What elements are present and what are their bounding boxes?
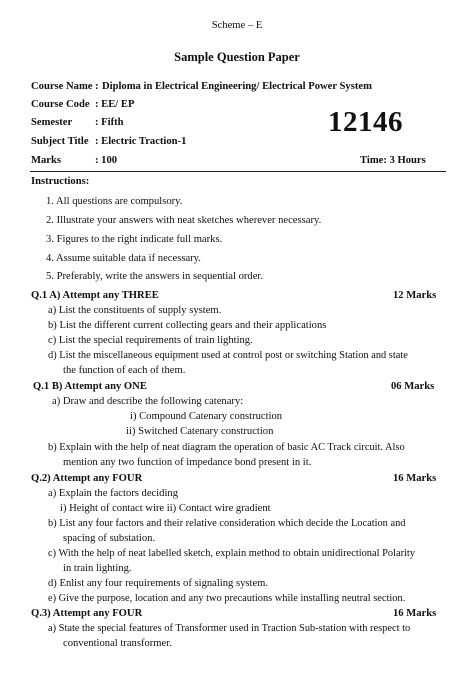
marks-label: Marks xyxy=(31,155,62,166)
course-name-label: Course Name : xyxy=(31,81,99,92)
semester-value: : Fifth xyxy=(95,117,124,128)
subject-title-value: : Electric Traction-1 xyxy=(95,136,187,147)
question-item: b) List the different current collecting gears and their applications xyxy=(48,320,327,331)
question-item: c) With the help of neat labelled sketch, explain method to obtain unidirectional Polarity xyxy=(48,548,415,559)
question-item: d) Enlist any four requirements of signaling system. xyxy=(48,578,269,589)
question-item: a) Draw and describe the following catenary: xyxy=(52,396,244,407)
question-item-continued: in train lighting. xyxy=(63,563,132,574)
q1a-marks: 12 Marks xyxy=(393,290,437,301)
question-item: b) Explain with the help of neat diagram the operation of basic AC Track circuit. Also xyxy=(48,442,405,453)
header-divider xyxy=(30,171,446,172)
semester-label: Semester xyxy=(31,117,73,128)
q2-title: Q.2) Attempt any FOUR xyxy=(31,473,143,484)
q1a-title: Q.1 A) Attempt any THREE xyxy=(31,290,159,301)
question-item-continued: the function of each of them. xyxy=(63,365,186,376)
question-item: b) List any four factors and their relative consideration which decide the Location and xyxy=(48,518,406,529)
marks-value: : 100 xyxy=(95,155,118,166)
paper-title: Sample Question Paper xyxy=(174,50,300,64)
instructions-heading: Instructions: xyxy=(31,176,90,187)
question-item-continued: spacing of substation. xyxy=(63,533,156,544)
question-item: c) List the special requirements of train lighting. xyxy=(48,335,253,346)
course-code-label: Course Code xyxy=(31,99,90,110)
q2-marks: 16 Marks xyxy=(393,473,437,484)
question-item-continued: conventional transformer. xyxy=(63,638,172,649)
paper-code: 12146 xyxy=(328,106,403,138)
q3-title: Q.3) Attempt any FOUR xyxy=(31,608,143,619)
question-item: a) Explain the factors deciding xyxy=(48,488,179,499)
question-item: a) List the constituents of supply system. xyxy=(48,305,222,316)
exam-time: Time: 3 Hours xyxy=(360,155,426,166)
q1b-title: Q.1 B) Attempt any ONE xyxy=(33,381,147,392)
instruction-item: 1. All questions are compulsory. xyxy=(46,196,183,207)
subject-title-label: Subject Title xyxy=(31,136,89,147)
question-item-continued: mention any two function of impedance bond present in it. xyxy=(63,457,312,468)
question-item: e) Give the purpose, location and any two precautions while installing neutral section. xyxy=(48,593,406,604)
course-name-value: Diploma in Electrical Engineering/ Electrical Power System xyxy=(102,81,372,92)
instruction-item: 2. Illustrate your answers with neat sketches wherever necessary. xyxy=(46,215,322,226)
q1b-marks: 06 Marks xyxy=(391,381,435,392)
instruction-item: 3. Figures to the right indicate full marks. xyxy=(46,234,223,245)
question-item: a) State the special features of Transformer used in Traction Sub-station with respect to xyxy=(48,623,411,634)
question-subitem: i) Height of contact wire ii) Contact wire gradient xyxy=(60,503,271,514)
question-item: d) List the miscellaneous equipment used at control post or switching Station and state xyxy=(48,350,408,361)
instruction-item: 5. Preferably, write the answers in sequential order. xyxy=(46,271,264,282)
q3-marks: 16 Marks xyxy=(393,608,437,619)
course-code-value: : EE/ EP xyxy=(95,99,135,110)
instruction-item: 4. Assume suitable data if necessary. xyxy=(46,253,201,264)
question-subitem: ii) Switched Catenary construction xyxy=(126,426,274,437)
question-subitem: i) Compound Catenary construction xyxy=(130,411,283,422)
scheme-label: Scheme – E xyxy=(211,20,263,31)
